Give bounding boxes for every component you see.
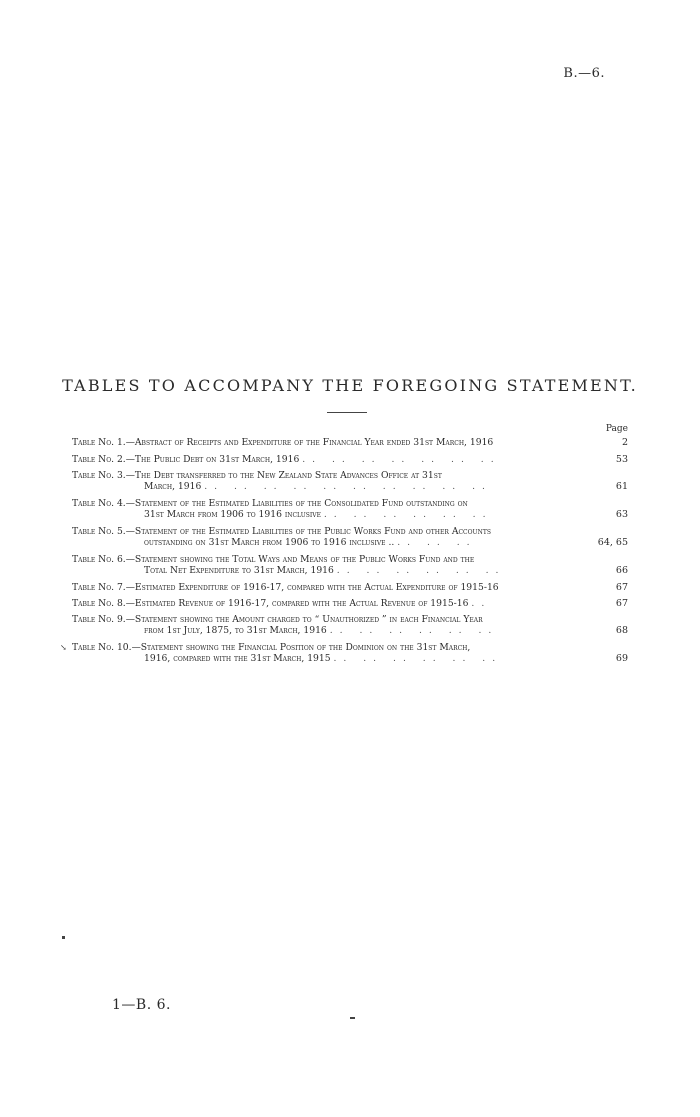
- toc-entry: [72, 437, 628, 448]
- entry-text: Statement showing the Financial Position of the Dominion on the 31st March,: [140, 642, 471, 653]
- entry-text: Statement of the Estimated Liabilities of the Public Works Fund and other Accounts: [134, 526, 491, 537]
- page-column-header: Page: [605, 424, 628, 434]
- entry-label: Table No. 7.—: [72, 582, 135, 593]
- entry-text: The Debt transferred to the New Zealand State Advances Office at 31st: [134, 470, 442, 481]
- entry-page: 67: [615, 582, 628, 593]
- scan-speck: [62, 936, 65, 939]
- leader-dots: .. .. .. .. .. ..: [329, 625, 499, 636]
- entry-text: 31st March from 1906 to 1916 inclusive: [144, 509, 321, 520]
- entry-label: Table No. 3.—: [72, 470, 135, 481]
- entry-page: 2: [621, 437, 628, 448]
- document-reference: B.—6.: [563, 66, 605, 81]
- toc-entry: [72, 614, 628, 636]
- entry-text: outstanding on 31st March from 1906 to 1916 inclusive ..: [144, 537, 395, 548]
- toc-entry: [72, 454, 628, 465]
- entry-text: from 1st July, 1875, to 31st March, 1916: [144, 625, 327, 636]
- leader-dots: ..: [471, 598, 492, 609]
- page-title: TABLES TO ACCOMPANY THE FOREGOING STATEMENT.: [62, 376, 638, 395]
- entry-label: Table No. 4.—: [72, 498, 135, 509]
- entry-label: Table No. 6.—: [72, 554, 135, 565]
- entry-label: Table No. 1.—: [72, 437, 135, 448]
- entry-label: Table No. 5.—: [72, 526, 135, 537]
- entry-text: Statement showing the Total Ways and Means of the Public Works Fund and the: [134, 554, 475, 565]
- leader-dots: .. .. .. .. .. .. ..: [302, 454, 501, 465]
- entry-text: Total Net Expenditure to 31st March, 1916: [144, 565, 334, 576]
- entry-text: Abstract of Receipts and Expenditure of the Financial Year ended 31st March, 1916: [134, 437, 494, 448]
- toc-entry: [60, 642, 628, 664]
- scan-speck: [350, 1017, 355, 1019]
- leader-dots: .. .. .. .. .. ..: [336, 565, 506, 576]
- toc-entry: [72, 498, 628, 520]
- leader-dots: .. .. ..: [397, 537, 477, 548]
- entry-page: 64, 65: [597, 537, 628, 548]
- entry-page: 53: [615, 454, 628, 465]
- toc-entry: [72, 554, 628, 576]
- entry-text: Estimated Revenue of 1916-17, compared with the Actual Revenue of 1915-16: [134, 598, 469, 609]
- entry-page: 61: [615, 481, 628, 492]
- entry-text: Estimated Expenditure of 1916-17, compared with the Actual Expenditure of 1915-16: [134, 582, 499, 593]
- entry-page: 67: [615, 598, 628, 609]
- margin-mark: ↘: [60, 643, 67, 652]
- leader-dots: .. .. .. .. .. ..: [333, 653, 503, 664]
- leader-dots: .. .. .. .. .. ..: [323, 509, 493, 520]
- entry-text: Statement of the Estimated Liabilities of the Consolidated Fund outstanding on: [134, 498, 468, 509]
- title-rule: [327, 412, 367, 413]
- entry-label: Table No. 9.—: [72, 614, 135, 625]
- toc-entry: [72, 526, 628, 548]
- entry-page: 63: [615, 509, 628, 520]
- entry-label: Table No. 10.—: [72, 642, 141, 653]
- entry-page: 66: [615, 565, 628, 576]
- entry-text: The Public Debt on 31st March, 1916: [134, 454, 300, 465]
- entry-text: March, 1916: [144, 481, 202, 492]
- toc-entry: [72, 470, 628, 492]
- entry-text: Statement showing the Amount charged to “ Unauthorized ” in each Financial Year: [134, 614, 483, 625]
- page-footer: 1—B. 6.: [112, 997, 171, 1013]
- entry-label: Table No. 8.—: [72, 598, 135, 609]
- entry-text: 1916, compared with the 31st March, 1915: [144, 653, 331, 664]
- entry-page: 68: [615, 625, 628, 636]
- entry-label: Table No. 2.—: [72, 454, 135, 465]
- entry-page: 69: [615, 653, 628, 664]
- toc-entry: [72, 582, 628, 593]
- toc-entry: [72, 598, 628, 609]
- leader-dots: .. .. .. .. .. .. .. .. .. ..: [204, 481, 492, 492]
